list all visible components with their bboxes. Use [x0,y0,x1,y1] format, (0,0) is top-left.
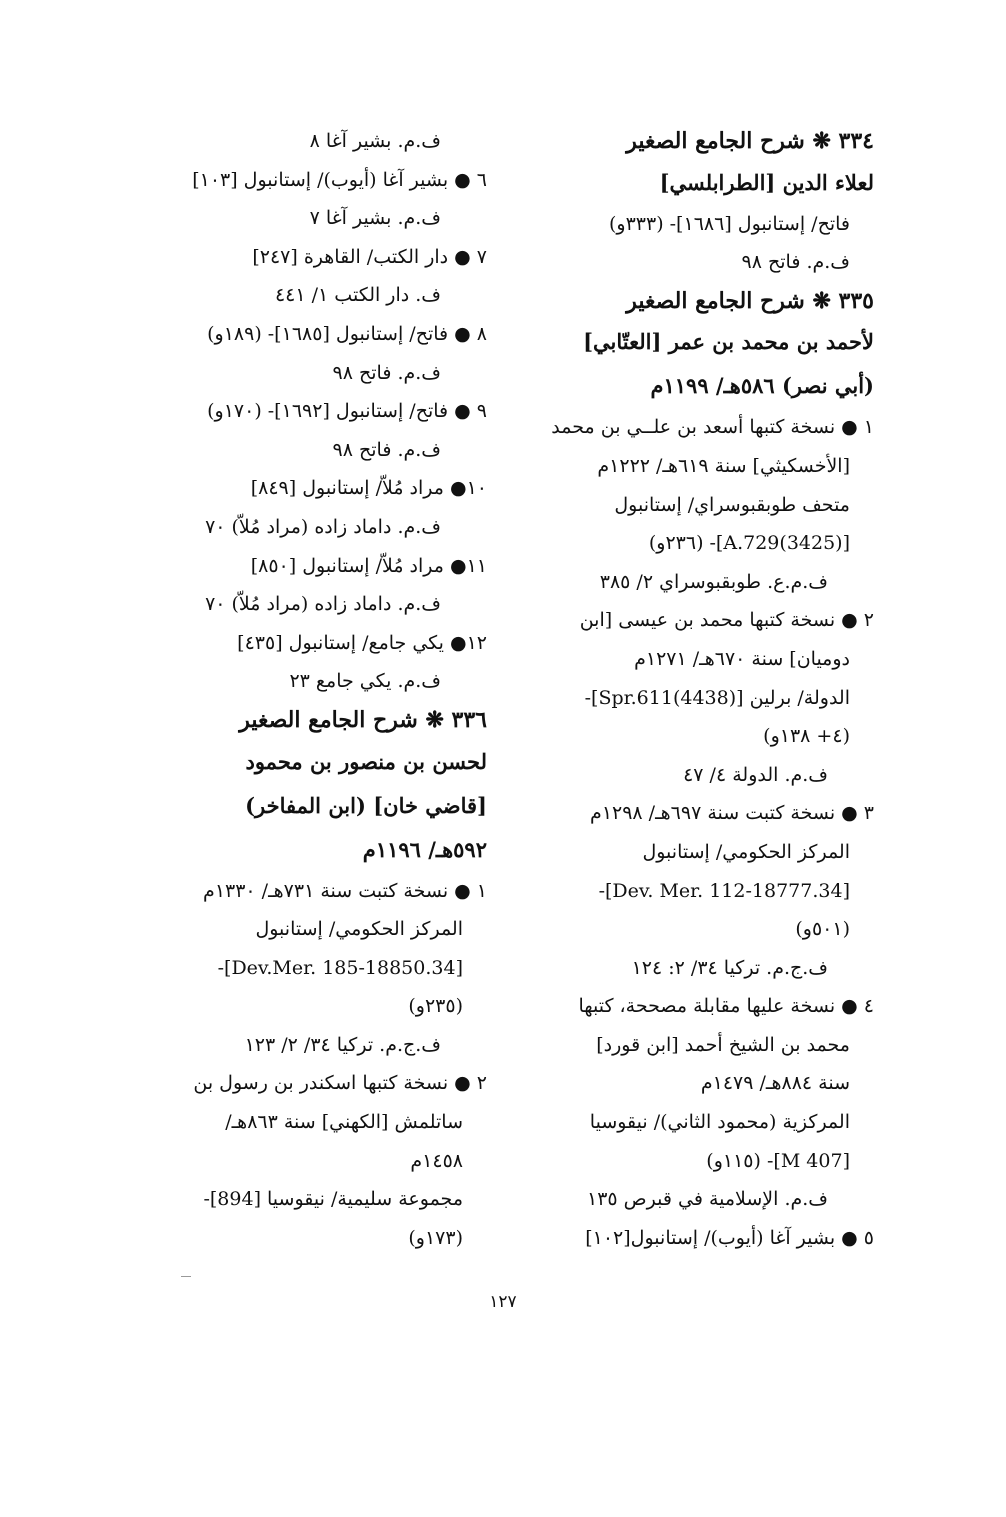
text-line: ف.ج.م. تركيا ٣٤/ ٢: ١٢٤ [631,956,828,979]
text-line: ساتلمش [الكهني] سنة ٨٦٣هـ/ [225,1111,463,1134]
text-line: [34.Dev.Mer. 185-18850]- [217,956,463,979]
text-line: ف.م. فاتح ٩٨ [741,251,850,274]
text-line: ف.م.ع. طوبقبوسراي ٢/ ٣٨٥ [599,570,828,593]
entry-heading: ٣٣٤ ❋ شرح الجامع الصغير [626,128,874,154]
left-column [132,122,487,1257]
text-line: [M 407]- (١١٥و) [706,1149,850,1172]
text-line: ف.م. فاتح ٩٨ [332,361,441,384]
text-line: ١ ● نسخة كتبت سنة ٧٣١هـ/ ١٣٣٠م [203,879,487,902]
text-line: محمد بن الشيخ أحمد [ابن قورد] [596,1033,850,1056]
text-line: (٥٠١و) [795,918,850,941]
text-line: ٩ ● فاتح/ إستانبول [١٦٩٢]- (١٧٠و) [207,400,487,423]
right-column [534,122,874,1257]
entry-author: (أبي نصر) ٥٨٦هـ/ ١١٩٩م [650,373,874,399]
text-line: [الأخسكيثي] سنة ٦١٩هـ/ ١٢٢٢م [597,454,850,477]
text-line: [34.Dev. Mer. 112-18777]- [598,879,850,902]
entry-author: لأحمد بن محمد بن عمر [العتّابي] [583,329,874,355]
text-line: دوميان] سنة ٦٧٠هـ/ ١٢٧١م [634,647,850,670]
text-line: المركز الحكومي/ إستانبول [642,840,850,863]
text-line: مجموعة سليمية/ نيقوسيا [894]- [203,1188,463,1211]
text-line: ف.م. بشير آغا ٧ [309,207,441,230]
text-line: ٨ ● فاتح/ إستانبول [١٦٨٥]- (١٨٩و) [207,322,487,345]
text-line: ف. دار الكتب ١/ ٤٤١ [274,284,441,307]
text-line: ف.م. فاتح ٩٨ [332,438,441,461]
text-line: (١٧٣و) [408,1226,463,1249]
entry-author: لحسن بن منصور بن محمود [245,748,487,774]
text-line: سنة ٨٨٤هـ/ ١٤٧٩م [700,1072,850,1095]
text-line: الدولة/ برلين [(4438)Spr.611]- [584,686,850,709]
text-line: فاتح/ إستانبول [١٦٨٦]- (٣٣٣و) [608,212,850,235]
text-line: ف.م. الدولة ٤/ ٤٧ [683,763,828,786]
entry-author: ٥٩٢هـ/ ١١٩٦م [362,836,487,862]
entry-heading: ٣٣٥ ❋ شرح الجامع الصغير [626,287,874,314]
text-line: ف.م. داماد زاده (مراد مُلاّ) ٧٠ [205,515,441,538]
text-line: ٧ ● دار الكتب/ القاهرة [٢٤٧] [252,245,487,268]
text-line: ف.م. الإسلامية في قبرص ١٣٥ [587,1188,828,1211]
text-line: (٤+ ١٣٨و) [763,725,850,748]
text-line: ف.م. داماد زاده (مراد مُلاّ) ٧٠ [205,593,441,616]
entry-author: [قاضي خان] (ابن المفاخر) [245,792,487,818]
entry-heading: ٣٣٦ ❋ شرح الجامع الصغير [239,706,487,733]
text-line: [(3425)A.729]- (٢٣٦و) [648,532,850,555]
text-line: ٥ ● بشير آغا (أيوب)/ إستانبول[١٠٢] [585,1226,874,1249]
text-line: متحف طوبقبوسراي/ إستانبول [614,493,850,516]
margin-mark [181,1276,191,1277]
text-line: المركز الحكومي/ إستانبول [255,918,463,941]
text-line: ١٠● مراد مُلاّ/ إستانبول [٨٤٩] [250,477,487,500]
page-number: ١٢٧ [489,1292,517,1312]
text-line: ف.ج.م. تركيا ٣٤/ ٢/ ١٢٣ [244,1033,441,1056]
entry-author: لعلاء الدين [الطرابلسي] [659,169,874,195]
text-line: المركزية (محمود الثاني)/ نيقوسيا [589,1111,850,1134]
text-line: ٢ ● نسخة كتبها محمد بن عيسى [ابن [579,609,874,632]
text-line: ٤ ● نسخة عليها مقابلة مصححة، كتبها [578,995,874,1018]
text-line: ١١● مراد مُلاّ/ إستانبول [٨٥٠] [250,554,487,577]
text-line: ف.م. يكي جامع ٢٣ [289,670,441,693]
text-line: ٣ ● نسخة كتبت سنة ٦٩٧هـ/ ١٢٩٨م [590,802,874,825]
text-line: ١ ● نسخة كتبها أسعد بن علــي بن محمد [551,416,874,439]
text-line: ١٢● يكي جامع/ إستانبول [٤٣٥] [237,631,487,654]
text-line: ٦ ● بشير آغا (أيوب)/ إستانبول [١٠٣] [192,168,487,191]
text-line: ف.م. بشير آغا ٨ [309,130,441,152]
text-line: (٢٣٥و) [408,995,463,1018]
text-line: ٢ ● نسخة كتبها اسكندر بن رسول بن [193,1072,487,1095]
text-line: ١٤٥٨م [410,1149,463,1172]
